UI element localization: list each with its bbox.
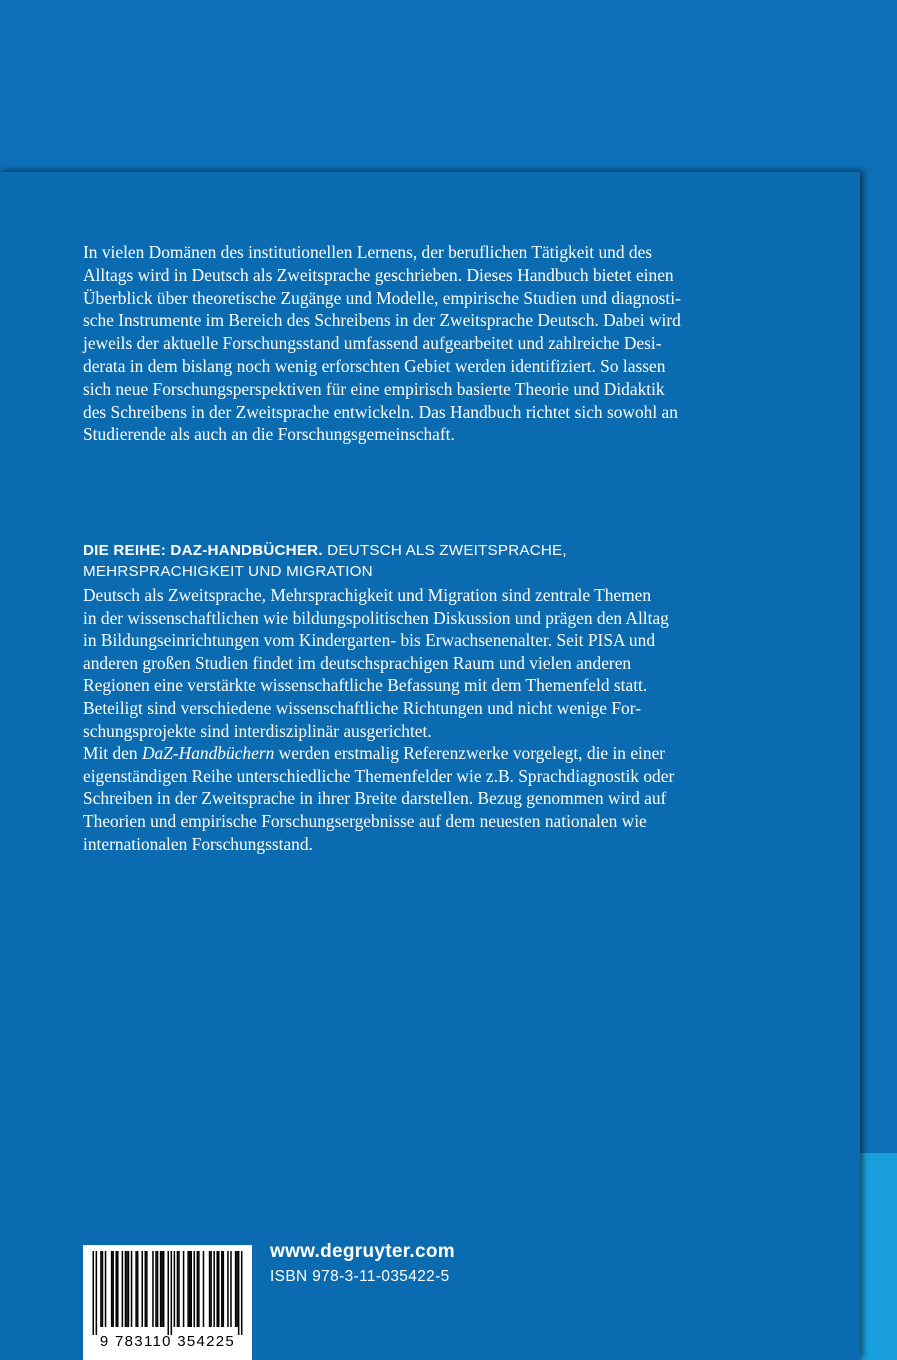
blurb-line: jeweils der aktuelle Forschungsstand umfassend aufgearbeitet und zahlreiche Desi- xyxy=(83,333,662,354)
series-heading-rest-1: DEUTSCH ALS ZWEITSPRACHE, xyxy=(322,542,567,559)
series-line: in der wissenschaftlichen wie bildungspolitischen Diskussion und prägen den Alltag xyxy=(83,607,669,628)
series-line: Beteiligt sind verschiedene wissenschaftliche Richtungen und nicht wenige For- xyxy=(83,697,641,718)
series-heading xyxy=(83,540,783,582)
series-description xyxy=(83,584,783,855)
blurb-line: sich neue Forschungsperspektiven für eine empirisch basierte Theorie und Didaktik xyxy=(83,378,665,399)
para2-suffix: werden erstmalig Referenzwerke vorgelegt, die in einer xyxy=(274,743,666,764)
series-heading-line-1 xyxy=(83,540,783,561)
blurb-line: sche Instrumente im Bereich des Schreibens in der Zweitsprache Deutsch. Dabei wird xyxy=(83,310,681,331)
series-line: Theorien und empirische Forschungsergebnisse auf dem neuesten nationalen wie xyxy=(83,810,647,831)
isbn-number: ISBN 978-3-11-035422-5 xyxy=(270,1268,450,1285)
series-heading-rest-2: MEHRSPRACHIGKEIT UND MIGRATION xyxy=(83,563,373,580)
para2-prefix: Mit den xyxy=(83,743,142,764)
book-blurb xyxy=(83,241,783,446)
series-title-italic: DaZ-Handbüchern xyxy=(141,743,275,764)
series-line: Regionen eine verstärkte wissenschaftliche Befassung mit dem Themenfeld statt. xyxy=(83,675,648,696)
blurb-line: Überblick über theoretische Zugänge und Modelle, empirische Studien und diagnosti- xyxy=(83,287,681,308)
barcode-bars-icon xyxy=(91,1251,244,1335)
series-para2-first-line xyxy=(83,742,783,765)
series-line: Schreiben in der Zweitsprache in ihrer Breite darstellen. Bezug genommen wird auf xyxy=(83,788,667,809)
spine-accent-strip xyxy=(860,1153,897,1360)
series-line: schungsprojekte sind interdisziplinär ausgerichtet. xyxy=(83,720,432,741)
series-line: Deutsch als Zweitsprache, Mehrsprachigkeit und Migration sind zentrale Themen xyxy=(83,585,652,605)
blurb-line: In vielen Domänen des institutionellen Lernens, der beruflichen Tätigkeit und des xyxy=(83,242,653,262)
series-line: internationalen Forschungsstand. xyxy=(83,833,313,854)
blurb-line: derata in dem bislang noch wenig erforschten Gebiet werden identifiziert. So lassen xyxy=(83,355,666,376)
series-line: anderen großen Studien findet im deutschsprachigen Raum und vielen anderen xyxy=(83,652,632,673)
blurb-line: des Schreibens in der Zweitsprache entwickeln. Das Handbuch richtet sich sowohl an xyxy=(83,401,678,422)
blurb-line: Studierende als auch an die Forschungsgemeinschaft. xyxy=(83,424,455,445)
barcode-digits: 9 783110 354225 xyxy=(99,1333,236,1350)
series-line: eigenständigen Reihe unterschiedliche Themenfelder wie z.B. Sprachdiagnostik oder xyxy=(83,765,675,786)
series-heading-bold: DIE REIHE: DAZ-HANDBÜCHER. xyxy=(83,542,323,559)
publisher-url: www.degruyter.com xyxy=(270,1241,455,1262)
series-line: in Bildungseinrichtungen vom Kindergarten- bis Erwachsenenalter. Seit PISA und xyxy=(83,630,656,651)
isbn-barcode xyxy=(83,1245,252,1360)
blurb-line: Alltags wird in Deutsch als Zweitsprache geschrieben. Dieses Handbuch bietet einen xyxy=(83,264,674,285)
